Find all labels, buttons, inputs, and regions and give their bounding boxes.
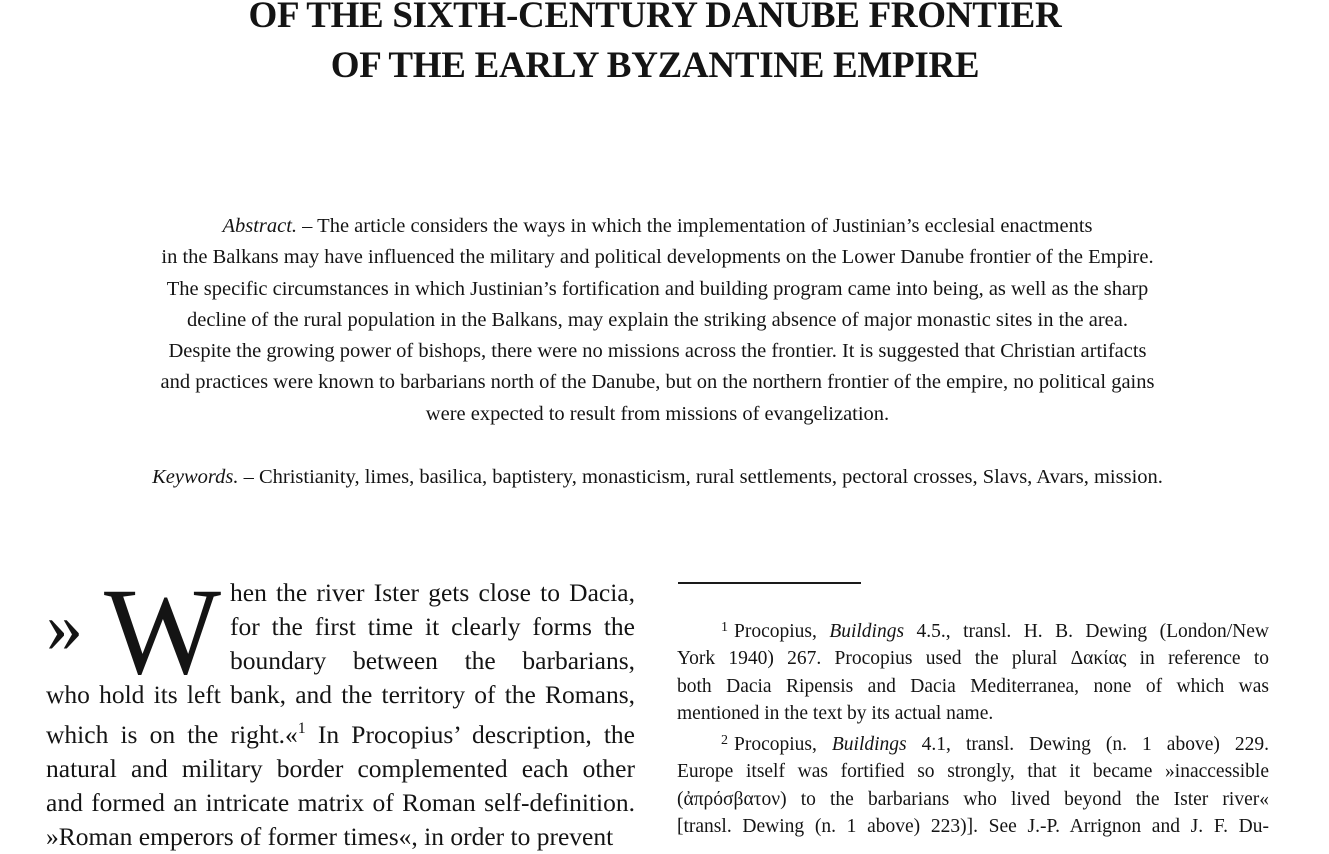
footnote-1-line: York 1940) 267. Procopius used the plural Δακίας in reference to [677, 648, 1269, 670]
abstract-line: The specific circumstances in which Justinian’s fortification and building program came into being, as well as the sharp [166, 277, 1149, 300]
body-line: natural and military border complemented each other [46, 754, 635, 783]
keywords-label: Keywords. [152, 466, 239, 488]
footnote-2-line: $^2$ Procopius, Buildings 4.1, transl. Dewing (n. 1 above) 229. [721, 733, 1269, 756]
footnote-1-number: 1 [721, 620, 728, 635]
body-indented-lines [230, 576, 635, 678]
drop-cap: W [104, 563, 222, 700]
article-title-line-2: OF THE EARLY BYZANTINE EMPIRE [330, 45, 980, 86]
footnote-separator [678, 582, 861, 584]
abstract-label: Abstract. [222, 215, 298, 237]
footnotes [677, 614, 1269, 840]
body-line: which is on the right.«$^1$ In Procopius’ description, the [46, 720, 635, 749]
footnote-ref-1[interactable]: 1 [297, 720, 306, 737]
footnote-2-number: 2 [721, 733, 728, 749]
footnote-2-line: [transl. Dewing (n. 1 above) 223)]. See J.-P. Arrignon and J. F. Du- [677, 816, 1269, 838]
abstract-line: Abstract. – The article considers the ways in which the implementation of Justinian’s ecclesial enactments [222, 215, 1093, 237]
body-full-lines [46, 678, 635, 854]
opening-quote-mark: » [46, 586, 83, 668]
keywords-text: – Christianity, limes, basilica, baptistery, monasticism, rural settlements, pectoral crosses, Slavs, Avars, mission. [238, 466, 1163, 488]
abstract [60, 211, 1255, 430]
keywords [60, 462, 1255, 492]
body-line: boundary between the barbarians, [230, 646, 635, 675]
footnote-1-line: both Dacia Ripensis and Dacia Mediterranea, none of which was [677, 675, 1269, 697]
body-line: »Roman emperors of former times«, in order to prevent [46, 822, 614, 851]
abstract-line: Despite the growing power of bishops, there were no missions across the frontier. It is suggested that Christian artifacts [168, 340, 1147, 363]
body-line: hen the river Ister gets close to Dacia, [230, 578, 635, 607]
footnote-2-line: Europe itself was fortified so strongly, that it became »inaccessible [677, 761, 1269, 783]
body-line: for the first time it clearly forms the [230, 612, 635, 641]
body-line: who hold its left bank, and the territory of the Romans, [46, 680, 635, 709]
footnote-2-line: (ἀπρόσβατον) to the barbarians who lived beyond the Ister river« [677, 788, 1269, 810]
body-line: and formed an intricate matrix of Roman self-definition. [46, 788, 635, 817]
abstract-line: in the Balkans may have influenced the military and political developments on the Lower Danube frontier of the Empire. [161, 246, 1154, 269]
abstract-line: and practices were known to barbarians north of the Danube, but on the northern frontier of the empire, no political gains [160, 371, 1155, 394]
article-title-line-1: OF THE SIXTH-CENTURY DANUBE FRONTIER [248, 0, 1062, 36]
abstract-line: decline of the rural population in the Balkans, may explain the striking absence of major monastic sites in the area. [186, 308, 1128, 331]
footnote-1-line: $^1$ Procopius, Buildings 4.5., transl. H. B. Dewing (London/New [721, 620, 1269, 642]
abstract-line: were expected to result from missions of evangelization. [425, 402, 890, 425]
footnote-1-line: mentioned in the text by its actual name. [677, 702, 994, 724]
drop-cap-block [46, 563, 229, 700]
